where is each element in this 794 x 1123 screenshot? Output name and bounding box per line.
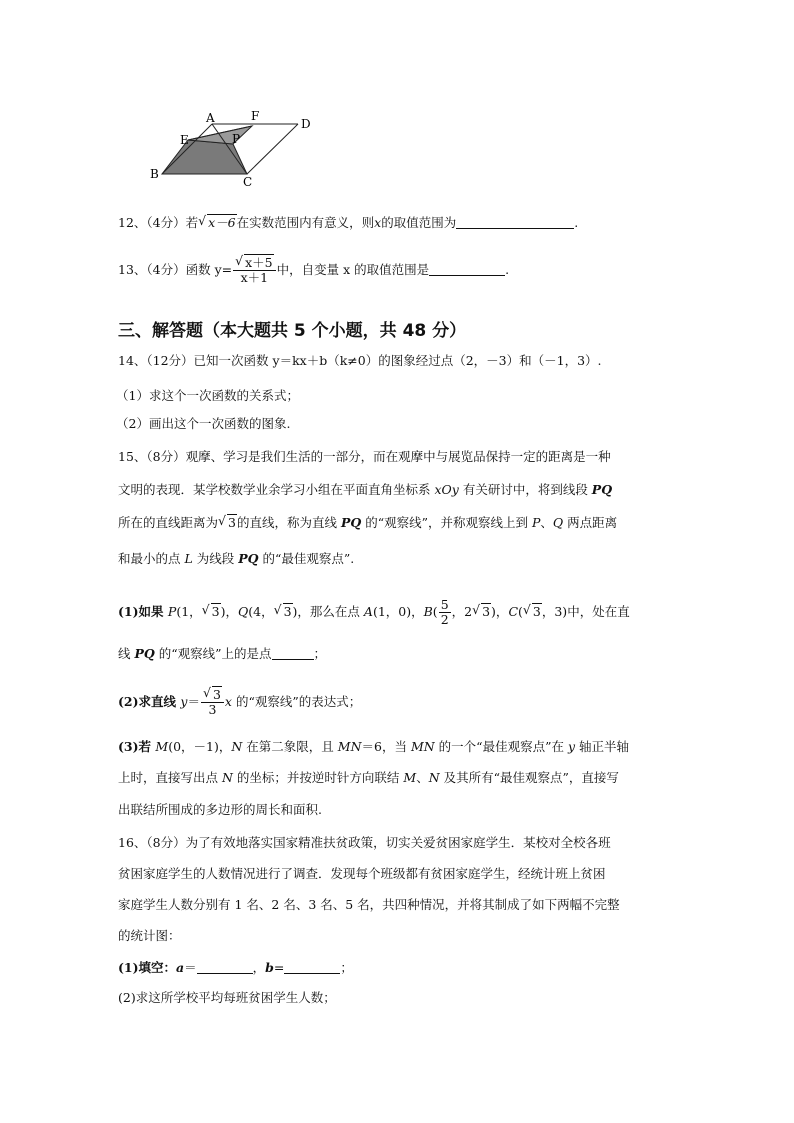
- text: 的一个“最佳观察点”在: [434, 739, 568, 754]
- geometry-figure: [140, 104, 320, 194]
- text: ，: [252, 960, 266, 975]
- text: 、: [540, 515, 553, 530]
- text: (1，0)，: [372, 603, 424, 619]
- text: 3: [532, 603, 541, 619]
- text: 3: [211, 603, 220, 619]
- text: (3)若: [118, 739, 156, 754]
- text: )，那么在点: [292, 603, 364, 619]
- text: ；: [313, 646, 327, 661]
- sqrt-expression: [198, 215, 237, 230]
- q15-sub2: [118, 688, 361, 717]
- q12-var: x: [374, 215, 382, 230]
- text: (0，－1)，: [168, 739, 232, 754]
- fraction: [439, 598, 451, 627]
- q12-prefix: 12、（4分）若: [118, 215, 199, 230]
- text: (: [432, 603, 438, 619]
- q14-stem: 14、（12分）已知一次函数 y＝kx＋b（k≠0）的图象经过点（2，－3）和（－1，3）.: [118, 353, 602, 368]
- q15-sub1-line-2: [118, 646, 326, 661]
- section-title: 三、解答题（本大题共 5 个小题，共 48 分）: [118, 321, 467, 341]
- q12-suffix: 的取值范围为: [381, 215, 457, 230]
- label-d: D: [301, 117, 311, 131]
- text: 在第二象限，且: [242, 739, 338, 754]
- text: PQ: [238, 551, 259, 566]
- text: Q: [238, 603, 249, 619]
- q15-line-2: [118, 482, 612, 497]
- text: 轴正半轴: [575, 739, 629, 754]
- sqrt-expression: [274, 604, 293, 619]
- q15-line-3: [118, 515, 617, 530]
- text: N: [231, 739, 243, 754]
- text: 为线段: [192, 551, 239, 566]
- text: (4，: [248, 603, 274, 619]
- sqrt-expression: [203, 688, 222, 702]
- text: )，: [491, 603, 509, 619]
- q12-radicand: x－6: [208, 215, 236, 230]
- q12-end: .: [574, 215, 579, 230]
- text: (1，: [176, 603, 202, 619]
- text: MN: [410, 739, 435, 754]
- text: ＝6，当: [361, 739, 411, 754]
- text: 的坐标；并按逆时针方向联结: [232, 770, 404, 785]
- text: B: [423, 603, 433, 619]
- text: L: [184, 551, 193, 566]
- text: 所在的直线距离为: [118, 515, 219, 530]
- text: 两点距离: [563, 515, 618, 530]
- text: (1)如果: [118, 603, 168, 619]
- q12-answer-blank[interactable]: [456, 216, 574, 229]
- text: P: [167, 603, 177, 619]
- label-p: P: [232, 132, 241, 146]
- sqrt-expression: [472, 604, 491, 619]
- text: P: [531, 515, 541, 530]
- q16-sub2: (2)求这所学校平均每班贫困学生人数；: [118, 990, 336, 1005]
- q13-prefix: 13、（4分）函数 y=: [118, 261, 233, 277]
- edge-dc: [247, 124, 298, 174]
- sqrt-expression: [202, 604, 221, 619]
- text: 2: [440, 611, 449, 627]
- text: 3: [208, 701, 217, 717]
- answer-blank-b[interactable]: [284, 961, 340, 974]
- text: ，2: [451, 603, 473, 619]
- answer-blank-a[interactable]: [197, 961, 253, 974]
- text: y: [180, 693, 188, 709]
- q14-part1: （1）求这个一次函数的关系式；: [116, 388, 299, 403]
- q16-sub1: [118, 960, 353, 975]
- text: 、: [416, 770, 429, 785]
- q13-end: .: [505, 261, 510, 277]
- text: 有关研讨中，将到线段: [458, 482, 592, 497]
- q16-line-2: 贫困家庭学生的人数情况进行了调查．发现每个班级都有贫困家庭学生，经统计班上贫困: [118, 866, 606, 881]
- q13-denominator: x＋1: [240, 269, 269, 285]
- text: Q: [552, 515, 564, 530]
- sqrt-expression: [235, 256, 274, 270]
- text: )，: [220, 603, 238, 619]
- text: y: [567, 739, 575, 754]
- q15-line-1: 15、（8分）观摩、学习是我们生活的一部分，而在观摩中与展览品保持一定的距离是一种: [118, 449, 611, 464]
- q12-middle: 在实数范围内有意义，则: [236, 215, 375, 230]
- text: A: [363, 603, 373, 619]
- text: 和最小的点: [118, 551, 185, 566]
- text: (2)求直线: [118, 693, 181, 709]
- q16-line-4: 的统计图：: [118, 928, 181, 943]
- label-b: B: [150, 167, 159, 181]
- text: N: [428, 770, 440, 785]
- text: ＝: [187, 693, 200, 709]
- fraction: [201, 688, 224, 717]
- text: 5: [440, 597, 449, 612]
- text: M: [403, 770, 417, 785]
- text: 的“最佳观察点”.: [258, 551, 355, 566]
- q16-line-1: 16、（8分）为了有效地落实国家精准扶贫政策，切实关爱贫困家庭学生．某校对全校各班: [118, 835, 611, 850]
- text: 的“观察线”，并称观察线上到: [361, 515, 532, 530]
- text: ＝: [184, 960, 197, 975]
- q15-line-4: [118, 551, 354, 566]
- text: ；: [340, 960, 353, 975]
- text: =: [273, 960, 285, 975]
- text: xOy: [434, 482, 459, 497]
- text: PQ: [591, 482, 613, 497]
- text: (1)填空：: [118, 960, 177, 975]
- question-13: [118, 256, 509, 285]
- text: 3: [283, 603, 292, 619]
- text: (: [518, 603, 523, 619]
- text: x: [224, 693, 232, 709]
- text: 3: [212, 687, 221, 702]
- text: PQ: [134, 646, 155, 661]
- text: ，3)中，处在直: [541, 603, 630, 619]
- q15-answer-blank[interactable]: [272, 647, 314, 660]
- label-c: C: [243, 175, 253, 189]
- q14-part2: （2）画出这个一次函数的图象.: [116, 416, 291, 431]
- text: 上时，直接写出点: [118, 770, 222, 785]
- label-e: E: [180, 133, 189, 147]
- text: N: [221, 770, 233, 785]
- text: b: [265, 960, 274, 975]
- q13-numerator: x＋5: [245, 255, 273, 270]
- sqrt-expression: [523, 604, 542, 619]
- text: 3: [482, 603, 491, 619]
- q15-sub3-line-2: [118, 770, 619, 785]
- q15-sub3-line-3: 出联结所围成的多边形的周长和面积.: [118, 802, 322, 817]
- text: C: [508, 603, 519, 619]
- text: 线: [118, 646, 135, 661]
- label-a: A: [206, 111, 215, 125]
- text: M: [155, 739, 169, 754]
- text: 及其所有“最佳观察点”，直接写: [439, 770, 619, 785]
- text: a: [176, 960, 185, 975]
- text: 的“观察线”上的是点: [154, 646, 272, 661]
- q13-answer-blank[interactable]: [429, 263, 505, 276]
- text: 3: [228, 515, 236, 530]
- fraction: [233, 256, 276, 285]
- sqrt-expression: [218, 515, 237, 530]
- text: 的直线，称为直线: [236, 515, 341, 530]
- question-12: [118, 215, 578, 230]
- text: 文明的表现．某学校数学业余学习小组在平面直角坐标系: [118, 482, 435, 497]
- text: MN: [337, 739, 362, 754]
- label-f: F: [251, 109, 260, 123]
- q16-line-3: 家庭学生人数分别有 1 名、2 名、3 名、5 名，共四种情况，并将其制成了如下两幅不完整: [118, 897, 620, 912]
- q15-sub1-line-1: [118, 598, 630, 627]
- q15-sub3-line-1: [118, 739, 629, 754]
- text: 的“观察线”的表达式；: [231, 693, 362, 709]
- text: PQ: [340, 515, 362, 530]
- q13-suffix: 中，自变量 x 的取值范围是: [276, 261, 430, 277]
